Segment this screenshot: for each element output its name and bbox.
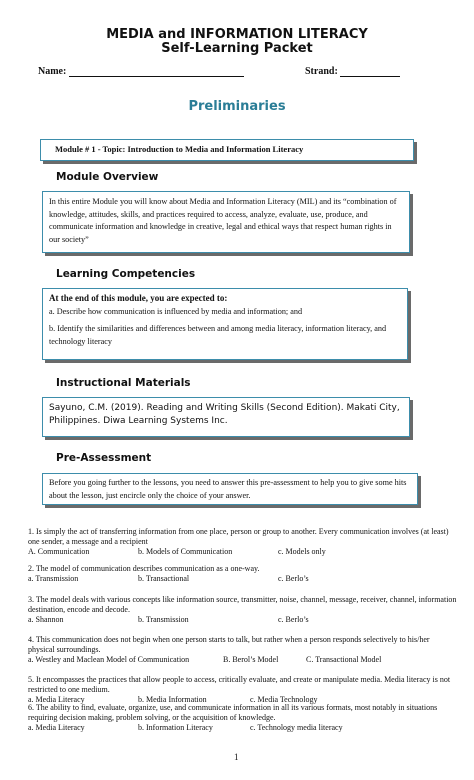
name-line bbox=[69, 66, 244, 77]
pre-assessment-heading: Pre-Assessment bbox=[56, 452, 152, 464]
module-overview-box bbox=[42, 191, 410, 253]
question-text: 6. The ability to find, evaluate, organize, use, and communicate information in all its various formats, most notably in situations requiring decision making, problem solving, or the acquisition of knowledge. bbox=[28, 703, 438, 723]
strand-label: Strand: bbox=[305, 66, 338, 77]
option-b[interactable]: b. Transactional bbox=[138, 574, 190, 584]
name-label: Name: bbox=[38, 66, 67, 77]
option-a[interactable]: a. Westley and Maclean Model of Communication bbox=[28, 655, 190, 665]
document-title: MEDIA and INFORMATION LITERACY bbox=[106, 27, 368, 42]
competencies-lead: At the end of this module, you are expected to: bbox=[49, 293, 228, 303]
question-text: 1. Is simply the act of transferring information from one place, person or group to another. Every communication involves (at least) one sender, a message and a recipient bbox=[28, 527, 449, 547]
instructional-materials-text: Sayuno, C.M. (2019). Reading and Writing Skills (Second Edition). Makati City, Philippines. Diwa Learning Systems Inc. bbox=[49, 403, 400, 426]
strand-line bbox=[340, 66, 400, 77]
answer-options bbox=[28, 723, 458, 734]
question-text: 3. The model deals with various concepts like information source, transmitter, noise, channel, message, receiver, channel, information destination, encode and decode. bbox=[28, 595, 457, 615]
question-4 bbox=[28, 635, 458, 666]
question-6 bbox=[28, 703, 458, 734]
option-b[interactable]: b. Transmission bbox=[138, 615, 189, 625]
question-3 bbox=[28, 595, 458, 626]
question-text: 4. This communication does not begin when one person starts to talk, but rather when a person responds selectively to his/her physical surroundings. bbox=[28, 635, 430, 655]
document-subtitle: Self-Learning Packet bbox=[161, 41, 313, 56]
option-a[interactable]: A. Communication bbox=[28, 547, 90, 557]
option-a[interactable]: a. Transmission bbox=[28, 574, 79, 584]
option-a[interactable]: a. Media Literacy bbox=[28, 723, 85, 733]
strand-field bbox=[305, 66, 400, 77]
learning-competencies-box bbox=[42, 288, 408, 360]
instructional-materials-box bbox=[42, 397, 410, 437]
question-2 bbox=[28, 564, 458, 585]
option-b[interactable]: b. Models of Communication bbox=[138, 547, 233, 557]
question-1 bbox=[28, 527, 458, 558]
preliminaries-heading: Preliminaries bbox=[188, 99, 286, 114]
name-field bbox=[38, 66, 244, 77]
page-number: 1 bbox=[234, 752, 239, 762]
module-topic-box bbox=[40, 139, 414, 161]
option-a[interactable]: a. Media Literacy bbox=[28, 695, 85, 705]
option-b[interactable]: B. Berol’s Model bbox=[223, 655, 279, 665]
question-5 bbox=[28, 675, 458, 705]
module-overview-text: In this entire Module you will know about Media and Information Literacy (MIL) and its “combination of knowledge, attitudes, skills, and practices required to access, analyze, evaluate, use, produce, and communicate information and knowledge in creative, legal and ethical ways that respect human rights in our society” bbox=[49, 197, 397, 244]
answer-options bbox=[28, 574, 458, 585]
answer-options bbox=[28, 547, 458, 558]
competency-a: a. Describe how communication is influenced by media and information; and bbox=[49, 307, 303, 316]
competency-b: b. Identify the similarities and differences between and among media literacy, information literacy, and technology literacy bbox=[49, 324, 387, 346]
module-topic-text: Module # 1 - Topic: Introduction to Media and Information Literacy bbox=[55, 144, 304, 154]
option-c[interactable]: C. Transactional Model bbox=[306, 655, 382, 665]
question-text: 2. The model of communication describes communication as a one-way. bbox=[28, 564, 260, 573]
pre-assessment-box bbox=[42, 473, 418, 505]
module-overview-heading: Module Overview bbox=[56, 171, 159, 183]
instructional-materials-heading: Instructional Materials bbox=[56, 377, 191, 389]
option-b[interactable]: b. Information Literacy bbox=[138, 723, 213, 733]
answer-options bbox=[28, 615, 458, 626]
answer-options bbox=[28, 655, 458, 666]
option-b[interactable]: b. Media Information bbox=[138, 695, 207, 705]
question-text: 5. It encompasses the practices that allow people to access, critically evaluate, and create or manipulate media. Media literacy is not restricted to one medium. bbox=[28, 675, 451, 695]
pre-assessment-text: Before you going further to the lessons, you need to answer this pre-assessment to help you to give some hits about the lesson, just encircle only the choice of your answer. bbox=[49, 478, 407, 500]
option-c[interactable]: c. Models only bbox=[278, 547, 326, 557]
option-c[interactable]: c. Berlo’s bbox=[278, 574, 309, 584]
learning-competencies-heading: Learning Competencies bbox=[56, 268, 196, 280]
option-c[interactable]: c. Media Technology bbox=[250, 695, 318, 705]
option-c[interactable]: c. Technology media literacy bbox=[250, 723, 343, 733]
option-c[interactable]: c. Berlo’s bbox=[278, 615, 309, 625]
option-a[interactable]: a. Shannon bbox=[28, 615, 64, 625]
